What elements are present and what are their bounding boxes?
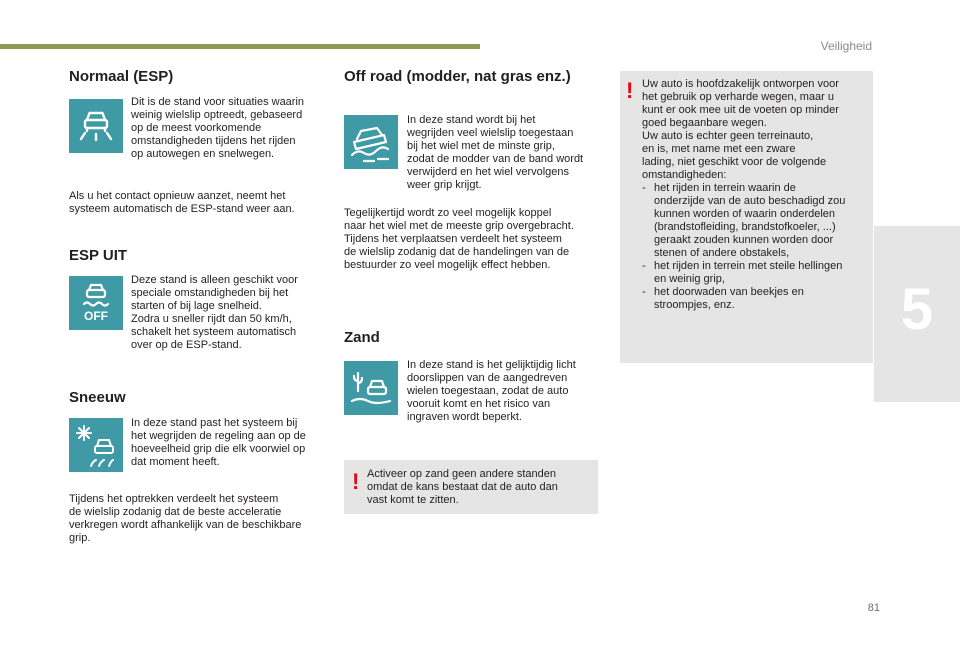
esp-off-icon <box>69 276 123 330</box>
esp-uit-description: Deze stand is alleen geschikt voor speciale omstandigheden bij het starten of bij lage snelheid. Zodra u sneller rijdt dan 50 km/h, schakelt het systeem automatisch over op de ESP-stand. <box>131 274 298 351</box>
list-item <box>642 260 872 286</box>
header-accent-bar <box>0 44 480 49</box>
offroad-title: Off road (modder, nat gras enz.) <box>344 68 571 85</box>
zand-warning-box <box>344 460 598 514</box>
esp-uit-title: ESP UIT <box>69 247 128 264</box>
warning-icon: ! <box>626 78 634 103</box>
sand-car-icon <box>344 361 398 415</box>
offroad-note: Tegelijkertijd wordt zo veel mogelijk koppel naar het wiel met de meeste grip overgebracht. Tijdens het verplaatsen verdeelt het systeem de wielslip zodanig dat de handelingen van de bestuurder zo veel mogelijk effect hebben. <box>344 207 574 271</box>
bullet-text: het rijden in terrein met steile hellingen en weinig grip, <box>654 260 843 285</box>
normaal-title: Normaal (ESP) <box>69 68 174 85</box>
chapter-number: 5 <box>900 277 934 342</box>
bullet-text: het doorwaden van beekjes en stroompjes, enz. <box>654 286 804 311</box>
section-title: Veiligheid <box>820 39 872 53</box>
list-item <box>642 182 872 260</box>
bullet-dash: - <box>642 260 646 272</box>
normaal-description: Dit is de stand voor situaties waarin weinig wielslip optreedt, gebaseerd op de meest voorkomende omstandigheden tijdens het rijden op autowegen en snelwegen. <box>131 96 305 160</box>
list-item <box>642 286 872 312</box>
warning-icon: ! <box>352 469 360 494</box>
road-car-icon <box>69 99 123 153</box>
bullet-dash: - <box>642 182 646 194</box>
page-number: 81 <box>867 602 880 614</box>
zand-title: Zand <box>344 329 380 346</box>
zand-description: In deze stand is het gelijktijdig licht doorslippen van de aangedreven wielen toegestaan, zodat de auto vooruit komt en het risico van ingraven wordt beperkt. <box>407 359 576 423</box>
esp-off-label: OFF <box>84 309 108 323</box>
offroad-description: In deze stand wordt bij het wegrijden veel wielslip toegestaan bij het wiel met de minste grip, zodat de modder van de band wordt verwijderd en het wiel vervolgens weer grip krijgt. <box>407 114 584 191</box>
sneeuw-title: Sneeuw <box>69 389 126 406</box>
warning-intro: Uw auto is hoofdzakelijk ontworpen voor het gebruik op verharde wegen, maar u kunt er ook mee uit de voeten op minder goed begaanbare wegen. Uw auto is echter geen terreinauto, en is, met name met een zware lading, niet geschikt voor de volgende omstandigheden: <box>642 78 839 181</box>
snow-car-icon <box>69 418 123 472</box>
zand-warning-text: Activeer op zand geen andere standen omdat de kans bestaat dat de auto dan vast komt te zitten. <box>367 468 558 506</box>
offroad-warning-box <box>620 71 873 363</box>
bullet-dash: - <box>642 286 646 298</box>
normaal-note: Als u het contact opnieuw aanzet, neemt het systeem automatisch de ESP-stand weer aan. <box>69 190 295 215</box>
offroad-car-icon <box>344 115 398 169</box>
bullet-text: het rijden in terrein waarin de onderzijde van de auto beschadigd zou kunnen worden of waarin onderdelen (brandstofleiding, brandstofkoeler, ...) geraakt zouden kunnen worden door stenen of andere obstakels, <box>654 182 846 259</box>
chapter-tab <box>874 226 960 402</box>
sneeuw-description: In deze stand past het systeem bij het wegrijden de regeling aan op de hoeveelheid grip die elk voorwiel op dat moment heeft. <box>131 417 306 468</box>
sneeuw-note: Tijdens het optrekken verdeelt het systeem de wielslip zodanig dat de beste acceleratie verkregen wordt afhankelijk van de beschikbare grip. <box>69 493 302 544</box>
warning-bullet-list <box>642 182 872 312</box>
